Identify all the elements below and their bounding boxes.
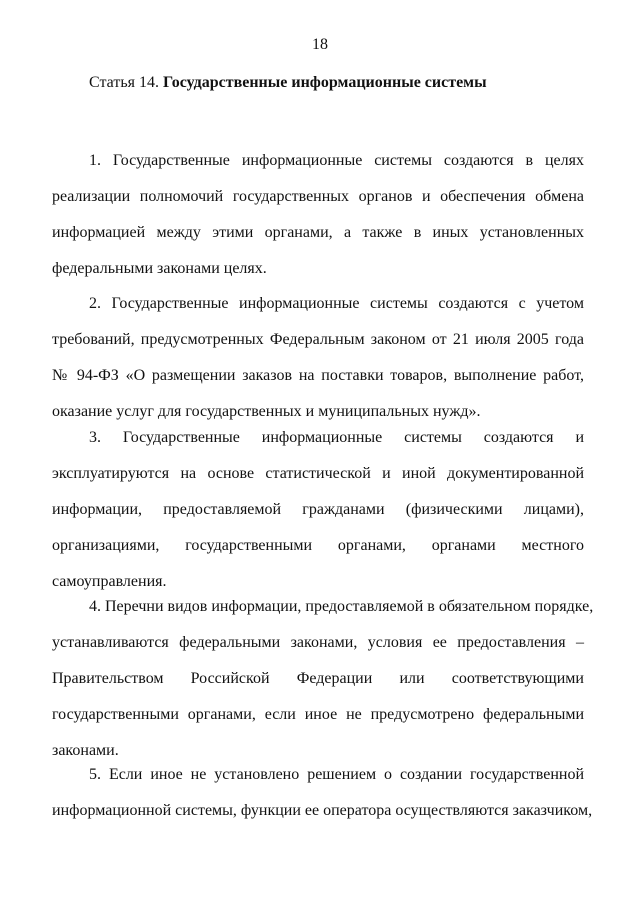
article-label: Статья 14.	[89, 74, 159, 91]
paragraph-line: государственными органами, если иное не предусмотрено федеральными	[52, 706, 584, 723]
paragraph-3	[52, 420, 584, 600]
paragraph-4	[52, 589, 594, 769]
paragraph-line: 5. Если иное не установлено решением о создании государственной	[89, 766, 584, 783]
paragraph-1	[52, 143, 584, 287]
paragraph-line: федеральными законами целях.	[52, 260, 267, 277]
paragraph-line: информации, предоставляемой гражданами (физическими лицами),	[52, 501, 584, 518]
paragraph-line: устанавливаются федеральными законами, условия ее предоставления –	[52, 634, 584, 651]
paragraph-line: 2. Государственные информационные системы создаются с учетом	[89, 295, 584, 312]
paragraph-line: информационной системы, функции ее оператора осуществляются заказчиком,	[52, 802, 593, 819]
paragraph-line: оказание услуг для государственных и муниципальных нужд».	[52, 403, 481, 420]
paragraph-line: эксплуатируются на основе статистической и иной документированной	[52, 465, 584, 482]
paragraph-line: № 94-ФЗ «О размещении заказов на поставки товаров, выполнение работ,	[52, 367, 584, 384]
paragraph-line: организациями, государственными органами, органами местного	[52, 537, 584, 554]
paragraph-2	[52, 286, 584, 430]
paragraph-line: 4. Перечни видов информации, предоставляемой в обязательном порядке,	[89, 598, 594, 615]
paragraph-line: Правительством Российской Федерации или соответствующими	[52, 670, 584, 687]
article-title: Государственные информационные системы	[162, 74, 487, 91]
paragraph-line: самоуправления.	[52, 573, 167, 590]
paragraph-line: требований, предусмотренных Федеральным законом от 21 июля 2005 года	[52, 331, 584, 348]
paragraph-line: 3. Государственные информационные системы создаются и	[89, 429, 584, 446]
paragraph-5	[52, 757, 593, 829]
paragraph-line: 1. Государственные информационные системы создаются в целях	[89, 152, 584, 169]
article-heading	[89, 74, 487, 92]
page-number: 18	[312, 36, 328, 53]
paragraph-line: законами.	[52, 742, 119, 759]
paragraph-line: реализации полномочий государственных органов и обеспечения обмена	[52, 188, 584, 205]
paragraph-line: информацией между этими органами, а также в иных установленных	[52, 224, 584, 241]
